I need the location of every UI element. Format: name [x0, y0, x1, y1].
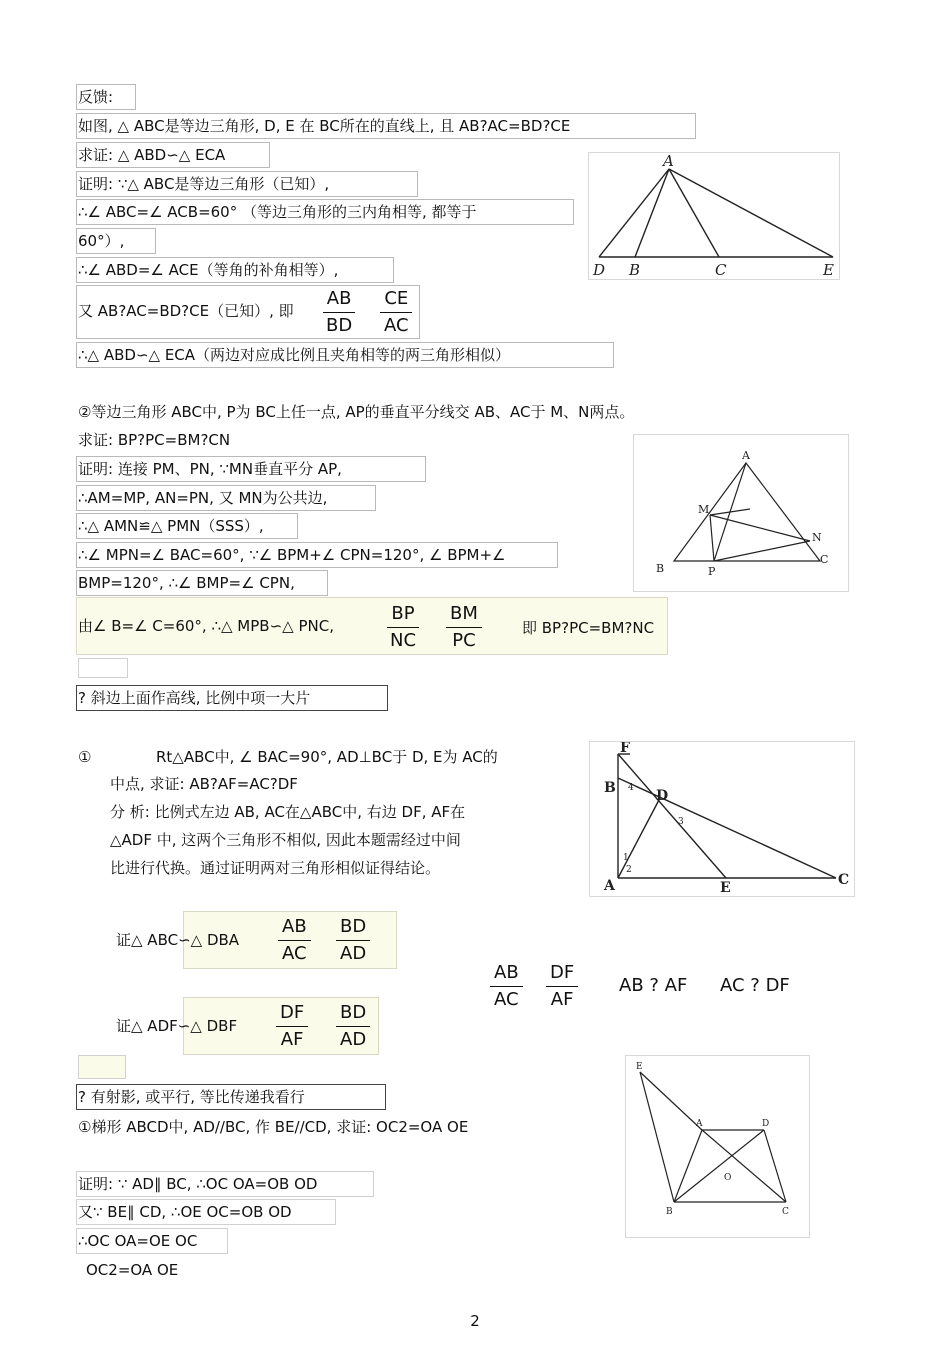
figure-triangle-abc-de [588, 152, 840, 280]
fraction-bp-nc [386, 601, 420, 654]
label-n: N [812, 531, 822, 544]
section4-problem: ①梯形 ABCD中, AD//BC, 作 BE//CD, 求证: OC2=OA OE [78, 1118, 469, 1136]
label-a: A [742, 449, 750, 462]
fraction-bm-pc [446, 601, 482, 654]
result-ab-af: AB ? AF [619, 975, 688, 996]
fraction-denominator: AC [384, 315, 409, 336]
fraction-numerator: BP [387, 601, 418, 628]
section1-proof-1: 证明: ∵△ ABC是等边三角形（已知）, [78, 175, 330, 193]
fraction-df-af-result [546, 960, 578, 1013]
label-c: C [715, 261, 727, 279]
section1-proof-2: ∴∠ ABC=∠ ACB=60° （等边三角形的三内角相等, 都等于 [78, 203, 477, 221]
section1-proof-4: ∴∠ ABD=∠ ACE（等角的补角相等）, [78, 261, 339, 279]
label-f: F [620, 742, 630, 756]
fraction-denominator: AF [550, 989, 574, 1010]
section2-proof-4: ∴∠ MPN=∠ BAC=60°, ∵∠ BPM+∠ CPN=120°, ∠ BPM+∠ [78, 546, 506, 564]
step-abc-dba: 证△ ABC∽△ DBA [116, 931, 240, 949]
section1-proof-3: 60°）, [78, 232, 125, 250]
fraction-numerator: AB [278, 914, 311, 941]
label-o: O [724, 1173, 732, 1183]
result-ac-df: AC ? DF [720, 975, 790, 996]
section4-proof-1: 证明: ∵ AD∥ BC, ∴OC OA=OB OD [78, 1175, 318, 1193]
fraction-numerator: BM [446, 601, 482, 628]
fraction-denominator: AD [340, 1029, 367, 1050]
section1-header: 反馈: [78, 88, 114, 106]
section2-prove: 求证: BP?PC=BM?CN [78, 431, 231, 449]
section2-proof-1: 证明: 连接 PM、PN, ∵MN垂直平分 AP, [78, 460, 342, 478]
figure-equilateral-amn [633, 434, 849, 592]
section2-problem: ②等边三角形 ABC中, P为 BC上任一点, AP的垂直平分线交 AB、AC于 M、N两点。 [78, 403, 635, 421]
page-number: 2 [470, 1312, 480, 1330]
label-a: A [604, 878, 615, 894]
section3-header: ? 斜边上面作高线, 比例中项一大片 [78, 689, 311, 707]
label-d: D [656, 788, 669, 804]
angle-label-1: 1 [623, 853, 629, 863]
label-d: D [762, 1119, 770, 1129]
section3-line-4: △ADF 中, 这两个三角形不相似, 因此本题需经过中间 [110, 831, 461, 849]
section1-problem: 如图, △ ABC是等边三角形, D, E 在 BC所在的直线上, 且 AB?AC=BD?CE [78, 117, 571, 135]
figure-trapezoid-abcd [625, 1055, 810, 1238]
section1-proof-5: 又 AB?AC=BD?CE（已知）, 即 [78, 302, 294, 320]
section3-line-1: Rt△ABC中, ∠ BAC=90°, AD⊥BC于 D, E为 AC的 [156, 748, 498, 766]
fraction-bd-ad [336, 914, 370, 967]
label-c: C [820, 553, 829, 566]
fraction-ab-ac [278, 914, 311, 967]
label-m: M [698, 503, 710, 516]
fraction-numerator: AB [490, 960, 523, 987]
section1-proof-6: ∴△ ABD∽△ ECA（两边对应成比例且夹角相等的两三角形相似） [78, 346, 511, 364]
section2-proof-6: 由∠ B=∠ C=60°, ∴△ MPB∽△ PNC, [78, 617, 334, 635]
fraction-numerator: CE [380, 286, 412, 313]
fraction-denominator: BD [326, 315, 353, 336]
section4-header: ? 有射影, 或平行, 等比传递我看行 [78, 1088, 305, 1106]
section4-proof-2: 又∵ BE∥ CD, ∴OE OC=OB OD [78, 1203, 292, 1221]
section2-proof-3: ∴△ AMN≌△ PMN（SSS）, [78, 517, 264, 535]
fraction-ab-bd [322, 286, 356, 339]
fraction-denominator: PC [452, 630, 476, 651]
angle-label-4: 4 [628, 783, 634, 793]
section3-line-2: 中点, 求证: AB?AF=AC?DF [110, 775, 298, 793]
label-p: P [708, 565, 716, 578]
blank-box [78, 658, 128, 678]
angle-label-3: 3 [678, 817, 684, 827]
figure-right-triangle-abc [589, 741, 855, 897]
fraction-denominator: AC [282, 943, 307, 964]
fraction-numerator: AB [323, 286, 356, 313]
section4-proof-3: ∴OC OA=OE OC [78, 1232, 198, 1250]
section2-proof-2: ∴AM=MP, AN=PN, 又 MN为公共边, [78, 489, 328, 507]
section4-proof-4: OC2=OA OE [86, 1261, 179, 1279]
fraction-df-af [276, 1000, 308, 1053]
fraction-ce-ac [380, 286, 413, 339]
label-b: B [656, 562, 665, 575]
label-b: B [604, 780, 616, 796]
fraction-denominator: AC [494, 989, 519, 1010]
label-a: A [696, 1119, 703, 1129]
angle-label-2: 2 [626, 865, 632, 875]
fraction-numerator: DF [276, 1000, 308, 1027]
section3-line-3: 分 析: 比例式左边 AB, AC在△ABC中, 右边 DF, AF在 [110, 803, 466, 821]
label-e: E [636, 1062, 643, 1072]
label-b: B [666, 1207, 673, 1217]
step-adf-dbf: 证△ ADF∽△ DBF [116, 1017, 238, 1035]
section2-proof-6b: 即 BP?PC=BM?NC [522, 619, 655, 637]
label-c: C [838, 872, 850, 888]
label-c: C [782, 1207, 789, 1217]
problem-number: ① [78, 748, 92, 766]
section2-proof-5: BMP=120°, ∴∠ BMP=∠ CPN, [78, 574, 295, 592]
fraction-ab-ac-result [490, 960, 523, 1013]
blank-box [78, 1055, 126, 1079]
fraction-denominator: AF [280, 1029, 304, 1050]
label-a: A [663, 153, 674, 170]
label-e: E [720, 880, 731, 896]
label-d: D [593, 261, 606, 279]
fraction-bd-ad-2 [336, 1000, 370, 1053]
fraction-denominator: AD [340, 943, 367, 964]
label-b: B [629, 261, 641, 279]
label-e: E [823, 261, 834, 279]
section1-prove: 求证: △ ABD∽△ ECA [78, 146, 226, 164]
fraction-denominator: NC [390, 630, 417, 651]
fraction-numerator: BD [336, 914, 370, 941]
section3-line-5: 比进行代换。通过证明两对三角形相似证得结论。 [110, 859, 441, 877]
fraction-numerator: BD [336, 1000, 370, 1027]
fraction-numerator: DF [546, 960, 578, 987]
